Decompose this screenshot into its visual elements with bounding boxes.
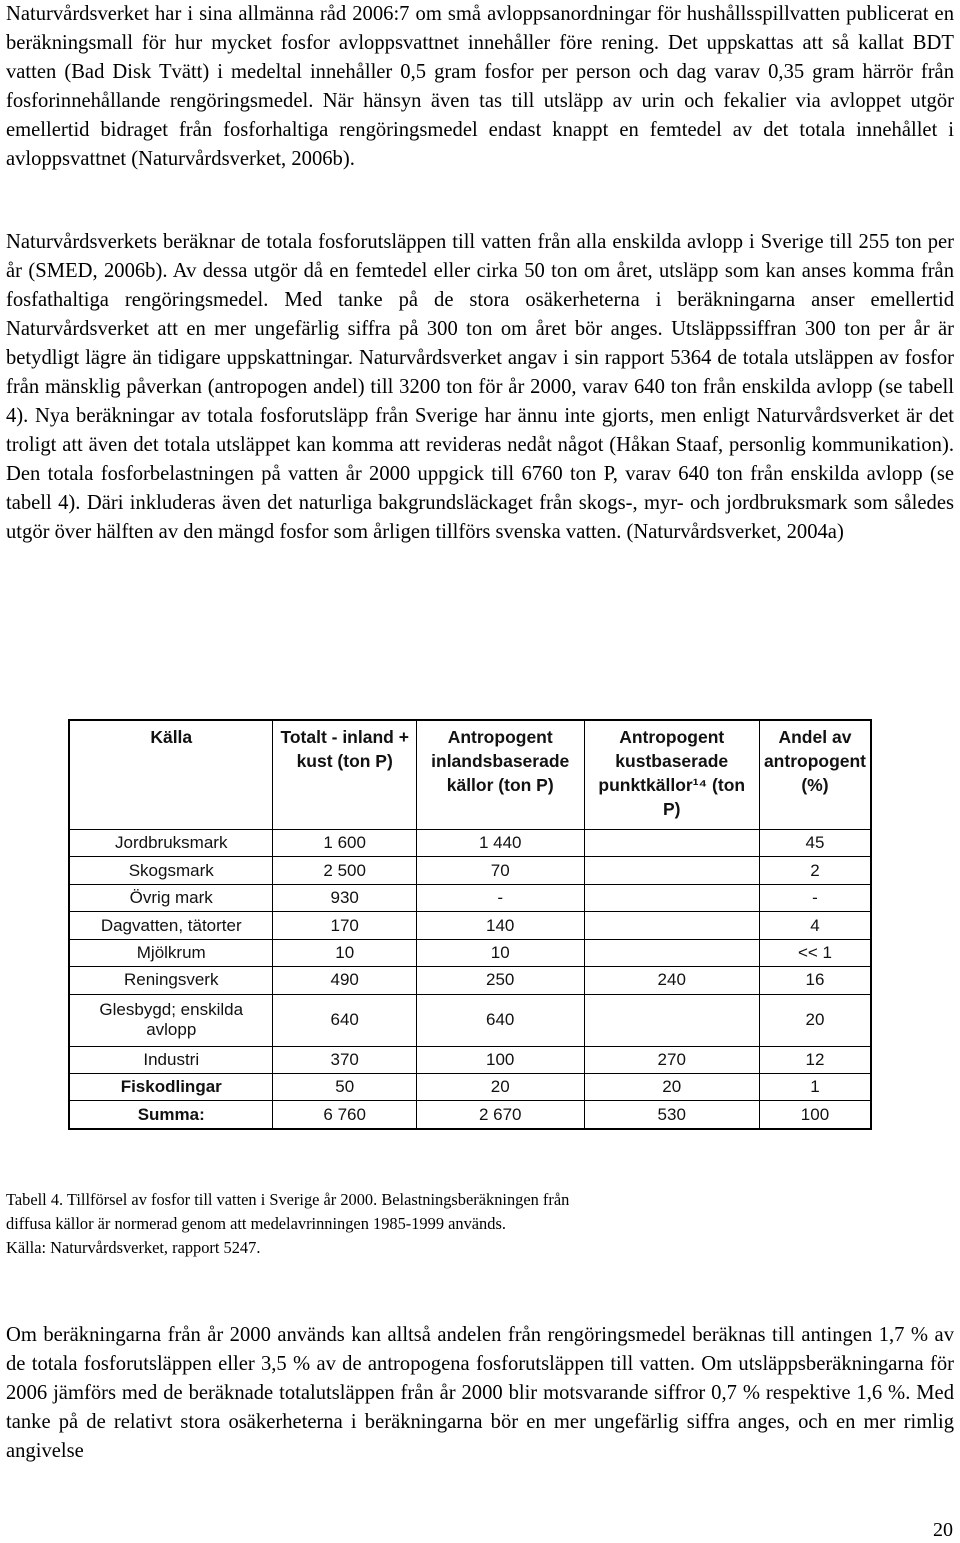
table-cell-value: 12 xyxy=(759,1046,870,1073)
table-cell-source: Skogsmark xyxy=(70,857,273,884)
col-header-inland: Antropogent inlandsbaserade källor (ton P) xyxy=(416,721,584,830)
phosphorus-table xyxy=(68,719,872,1130)
table-row xyxy=(70,912,871,939)
table-cell-value xyxy=(584,884,759,911)
table-cell-source: Övrig mark xyxy=(70,884,273,911)
table-cell-source: Fiskodlingar xyxy=(70,1074,273,1101)
table-cell-value: 640 xyxy=(416,994,584,1046)
table-cell-value: 6 760 xyxy=(273,1101,416,1129)
table-cell-value: - xyxy=(416,884,584,911)
table-cell-value: 16 xyxy=(759,967,870,994)
col-header-share: Andel av antropogent (%) xyxy=(759,721,870,830)
table-cell-value: 2 500 xyxy=(273,857,416,884)
table-cell-source: Summa: xyxy=(70,1101,273,1129)
table-cell-value: 4 xyxy=(759,912,870,939)
table-cell-value: 20 xyxy=(759,994,870,1046)
col-header-coastal: Antropogent kustbaserade punktkällor¹⁴ (ton P) xyxy=(584,721,759,830)
table-caption xyxy=(6,1188,766,1260)
table-cell-value: 250 xyxy=(416,967,584,994)
col-header-source: Källa xyxy=(70,721,273,830)
table-cell-value: 100 xyxy=(416,1046,584,1073)
page-number: 20 xyxy=(933,1519,953,1541)
table-cell-value: 2 670 xyxy=(416,1101,584,1129)
table-row xyxy=(70,830,871,857)
table-cell-value: 490 xyxy=(273,967,416,994)
table-cell-value: 100 xyxy=(759,1101,870,1129)
table-cell-value: 10 xyxy=(273,939,416,966)
paragraph-emissions: Naturvårdsverkets beräknar de totala fosforutsläppen till vatten från alla enskilda avlopp i Sverige till 255 ton per år (SMED, 2006b). Av dessa utgör då en femtedel eller cirka 50 ton om året, utsläpp som kan anses komma från fosfathaltiga rengöringsmedel. Med tanke på de stora osäkerheterna i beräkningarna anser emellertid Naturvårdsverket att en mer ungefärlig siffra på 300 ton om året bör anges. Utsläppssiffran 300 ton per år är betydligt lägre än tidigare uppskattningar. Naturvårdsverket angav i sin rapport 5364 de totala utsläppen av fosfor från mänsklig påverkan (antropogen andel) till 3200 ton för år 2000, varav 640 ton från enskilda avlopp (se tabell 4). Nya beräkningar av totala fosforutsläpp från Sverige har ännu inte gjorts, men enligt Naturvårdsverket är det troligt att även det totala utsläppet kan komma att revideras nedåt något (Håkan Staaf, personlig kommunikation). Den totala fosforbelastningen på vatten år 2000 uppgick till 6760 ton P, varav 640 ton från enskilda avlopp (se tabell 4). Däri inkluderas även det naturliga bakgrundsläckaget från skogs-, myr- och jordbruksmark som således utgör över hälften av den mängd fosfor som årligen tillförs svenska vatten. (Naturvårdsverket, 2004a) xyxy=(6,231,954,543)
table-cell-value: 1 xyxy=(759,1074,870,1101)
table-cell-source: Dagvatten, tätorter xyxy=(70,912,273,939)
table-cell-value: 370 xyxy=(273,1046,416,1073)
table-cell-value: 20 xyxy=(416,1074,584,1101)
table-cell-value: 530 xyxy=(584,1101,759,1129)
caption-line-1: Tabell 4. Tillförsel av fosfor till vatten i Sverige år 2000. Belastningsberäkningen från xyxy=(6,1190,570,1209)
table-cell-value: 1 600 xyxy=(273,830,416,857)
table-cell-value: 50 xyxy=(273,1074,416,1101)
phosphorus-table-grid xyxy=(69,720,871,1129)
table-cell-value: 10 xyxy=(416,939,584,966)
table-cell-value xyxy=(584,857,759,884)
table-cell-value: 20 xyxy=(584,1074,759,1101)
table-cell-source: Reningsverk xyxy=(70,967,273,994)
paragraph-conclusion: Om beräkningarna från år 2000 används kan alltså andelen från rengöringsmedel beräknas till antingen 1,7 % av de totala fosforutsläppen eller 3,5 % av de antropogena fosforutsläppen till vatten. Om utsläppsberäkningarna för 2006 jämförs med de beräknade totalutsläppen från år 2000 blir motsvarande siffror 0,7 % respektive 1,6 %. Med tanke på de relativt stora osäkerheterna i beräkningarna bör en mer ungefärlig siffra anges, och en mer rimlig angivelse xyxy=(6,1324,954,1462)
table-cell-value: 640 xyxy=(273,994,416,1046)
table-row xyxy=(70,857,871,884)
table-cell-value: 170 xyxy=(273,912,416,939)
table-header-row xyxy=(70,721,871,830)
table-row xyxy=(70,1074,871,1101)
table-row xyxy=(70,994,871,1046)
table-cell-value xyxy=(584,912,759,939)
caption-line-3: Källa: Naturvårdsverket, rapport 5247. xyxy=(6,1238,261,1257)
table-cell-value xyxy=(584,830,759,857)
table-cell-value: 70 xyxy=(416,857,584,884)
table-cell-value xyxy=(584,994,759,1046)
table-row xyxy=(70,1046,871,1073)
table-cell-value: - xyxy=(759,884,870,911)
table-cell-value xyxy=(584,939,759,966)
table-cell-source: Jordbruksmark xyxy=(70,830,273,857)
col-header-total: Totalt - inland + kust (ton P) xyxy=(273,721,416,830)
table-cell-source: Mjölkrum xyxy=(70,939,273,966)
table-cell-value: 45 xyxy=(759,830,870,857)
table-row xyxy=(70,1101,871,1129)
table-row xyxy=(70,939,871,966)
table-cell-source: Industri xyxy=(70,1046,273,1073)
caption-line-2: diffusa källor är normerad genom att medelavrinningen 1985-1999 används. xyxy=(6,1214,506,1233)
paragraph-intro: Naturvårdsverket har i sina allmänna råd 2006:7 om små avloppsanordningar för hushållsspillvatten publicerat en beräkningsmall för hur mycket fosfor avloppsvattnet innehåller före rening. Det uppskattas att så kallat BDT vatten (Bad Disk Tvätt) i medeltal innehåller 0,5 gram fosfor per person och dag varav 0,35 gram härrör från fosforinnehållande rengöringsmedel. När hänsyn även tas till utsläpp av urin och fekalier via avloppet utgör emellertid bidraget från fosforhaltiga rengöringsmedel endast knappt en femtedel av det totala innehållet i avloppsvattnet (Naturvårdsverket, 2006b). xyxy=(6,3,954,170)
table-row xyxy=(70,967,871,994)
table-cell-value: 1 440 xyxy=(416,830,584,857)
table-cell-value: 270 xyxy=(584,1046,759,1073)
table-cell-value: 240 xyxy=(584,967,759,994)
table-cell-value: 140 xyxy=(416,912,584,939)
table-cell-value: 930 xyxy=(273,884,416,911)
table-cell-source: Glesbygd; enskilda avlopp xyxy=(70,994,273,1046)
table-cell-value: << 1 xyxy=(759,939,870,966)
table-cell-value: 2 xyxy=(759,857,870,884)
table-row xyxy=(70,884,871,911)
